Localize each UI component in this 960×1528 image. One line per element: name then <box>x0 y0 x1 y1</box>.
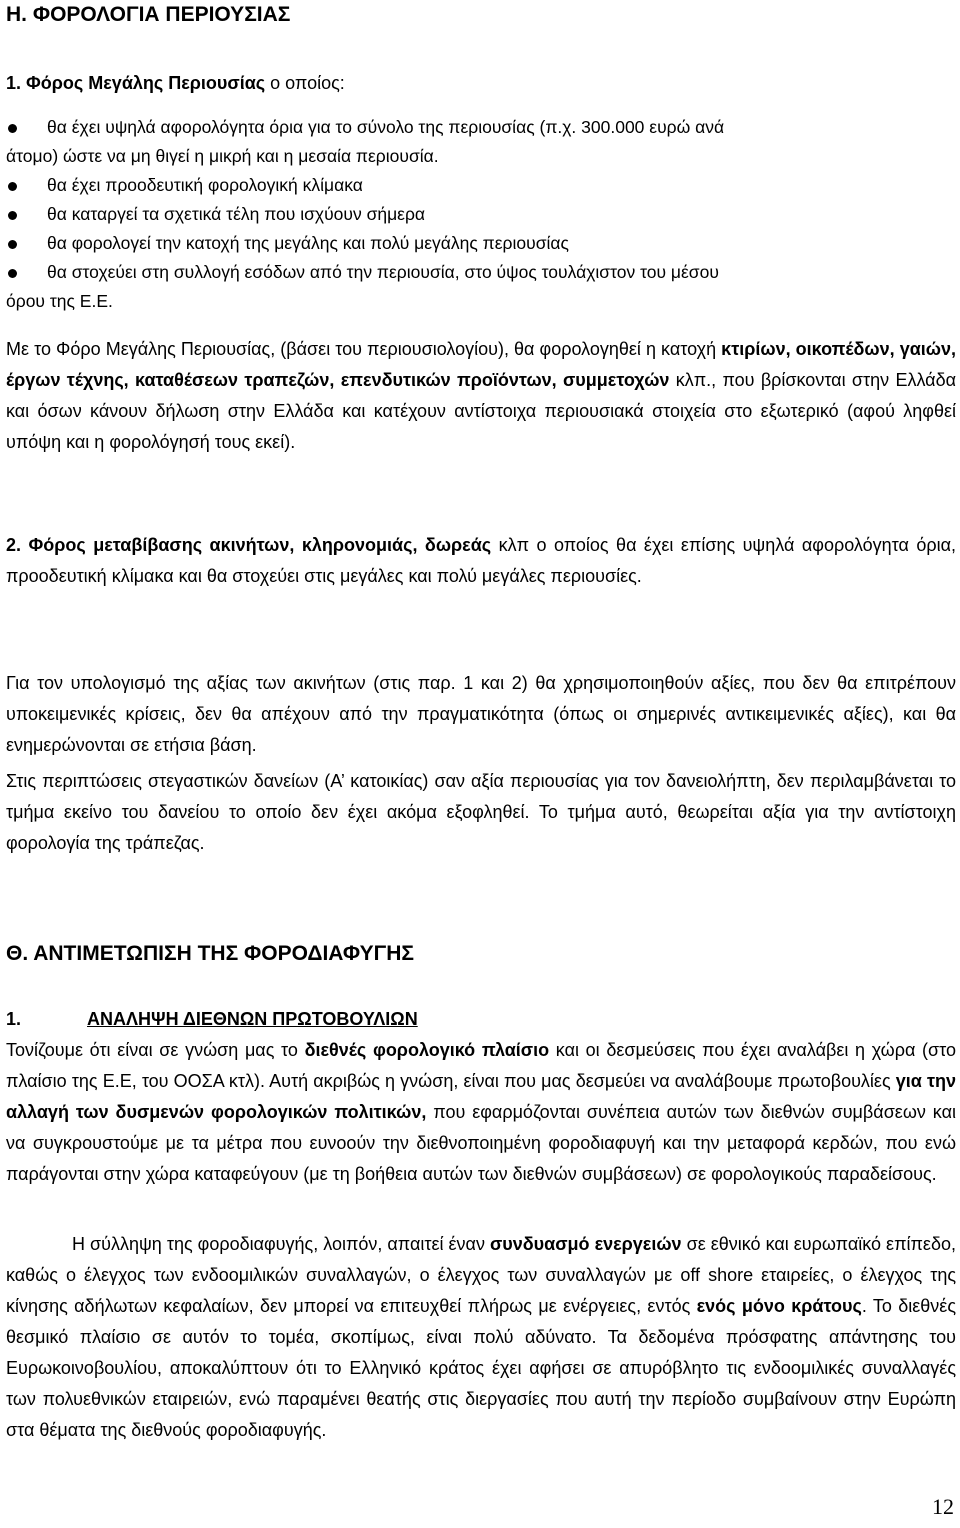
p2-text-2: σε εθνικό και ευρωπαϊκό επίπεδο, καθώς ο έλεγχος των ενδοομιλικών συναλλαγών, ο έλεγχος των συναλλαγών με off shore εταιρείες, ο έλεγχος της κίνησης αδήλωτων κεφαλαίων, δεν μπορεί να επιτευχθεί πλήρως με ενέργειες, εντός <box>6 1234 956 1316</box>
p1-text-3: που εφαρμόζονται συνέπεια αυτών των διεθνών συμβάσεων και να συγκρουστούμε με τα μέτρα που ευνοούν την διεθνοποιημένη φοροδιαφυγή και την μεταφορά κερδών, που ενώ παράγονται στην χώρα καταφεύγουν (με τη βοήθεια αυτών των διεθνών συμβάσεων) σε φορολογικούς παραδείσους. <box>6 1102 956 1184</box>
p2-bold-1: συνδυασμό ενεργειών <box>489 1234 682 1254</box>
bullet-item <box>6 171 956 200</box>
wealth-tax-paragraph <box>6 334 956 458</box>
section-h-title: Η. ΦΟΡΟΛΟΓΙΑ ΠΕΡΙΟΥΣΙΑΣ <box>6 3 291 26</box>
bullet-icon <box>8 211 17 220</box>
item2-paragraph <box>6 530 956 592</box>
bullet-icon <box>8 182 17 191</box>
wealth-text-1: Με το Φόρο Μεγάλης Περιουσίας, (βάσει του περιουσιολογίου), θα φορολογηθεί η κατοχή <box>6 339 722 359</box>
subsection-number: 1. <box>6 1009 22 1029</box>
bullet-text: άτομο) ώστε να μη θιγεί η μικρή και η μεσαία περιουσία. <box>6 146 439 166</box>
bullet-text: θα στοχεύει στη συλλογή εσόδων από την περιουσία, στο ύψος τουλάχιστον του μέσου <box>47 262 719 282</box>
wealth-text-3: , που βρίσκονται στην Ελλάδα και όσων κάνουν δήλωση στην Ελλάδα και κατέχουν αντίστοιχα περιουσιακά στοιχεία στο εξωτερικό (αφού ληφθεί υπόψη και η φορολόγησή τους εκεί). <box>6 370 957 452</box>
p1-bold-1: διεθνές φορολογικό πλαίσιο <box>304 1040 550 1060</box>
tax-evasion-paragraph <box>6 1229 956 1446</box>
section-th-title: Θ. ΑΝΤΙΜΕΤΩΠΙΣΗ ΤΗΣ ΦΟΡΟΔΙΑΦΥΓΗΣ <box>6 942 414 965</box>
wealth-text-2: κλπ. <box>669 370 712 390</box>
p2-text-1: Η σύλληψη της φοροδιαφυγής, λοιπόν, απαιτεί έναν <box>72 1234 490 1254</box>
bullet-icon <box>8 269 17 278</box>
bullet-item <box>6 200 956 229</box>
initiatives-paragraph <box>6 1035 956 1190</box>
bullet-item-continuation <box>6 142 956 171</box>
p2-bold-2: ενός μόνο κράτους <box>696 1296 862 1316</box>
bullet-text: όρου της Ε.Ε. <box>6 291 113 311</box>
subsection-heading <box>6 1004 956 1035</box>
page-number: 12 <box>932 1494 954 1519</box>
bullet-text: θα έχει προοδευτική φορολογική κλίμακα <box>47 175 363 195</box>
item1-heading-rest: ο οποίος: <box>265 73 345 93</box>
bullet-item <box>6 258 956 287</box>
bullet-item <box>6 113 956 142</box>
bullet-icon <box>8 240 17 249</box>
bullet-icon <box>8 124 17 133</box>
bullet-text: θα καταργεί τα σχετικά τέλη που ισχύουν σήμερα <box>47 204 426 224</box>
item2-rest: κλπ ο οποίος θα έχει επίσης υψηλά αφορολόγητα όρια, προοδευτική κλίμακα και θα στοχεύει στις μεγάλες και πολύ μεγάλες περιουσίες. <box>6 535 957 586</box>
p1-text-2: και οι δεσμεύσεις που έχει αναλάβει η χώρα (στο πλαίσιο της Ε.Ε, του ΟΟΣΑ κτλ). Αυτή ακριβώς η γνώση, είναι που μας δεσμεύει να αναλάβουμε πρωτοβουλίες <box>6 1040 956 1091</box>
housing-loans-paragraph: Στις περιπτώσεις στεγαστικών δανείων (Α’ κατοικίας) σαν αξία περιουσίας για τον δανειολήπτη, δεν περιλαμβάνεται το τμήμα εκείνο του δανείου το οποίο δεν έχει ακόμα εξοφληθεί. Το τμήμα αυτό, θεωρείται αξία για την αντίστοιχη φορολογία της τράπεζας. <box>6 771 956 853</box>
bullet-item-continuation <box>6 287 956 316</box>
bullet-item <box>6 229 956 258</box>
item1-bullet-list <box>6 113 956 316</box>
wealth-text-bold: κτιρίων, οικοπέδων, γαιών, έργων τέχνης, καταθέσεων τραπεζών, επενδυτικών προϊόντων, συμμετοχών <box>6 339 957 390</box>
p1-text-1: Τονίζουμε ότι είναι σε γνώση μας το <box>6 1040 305 1060</box>
item1-heading <box>6 68 956 99</box>
valuation-paragraph: Για τον υπολογισμό της αξίας των ακινήτων (στις παρ. 1 και 2) θα χρησιμοποιηθούν αξίες, που δεν θα επιτρέπουν υποκειμενικές κρίσεις, δεν θα απέχουν από την πραγματικότητα (όπως οι σημερινές αντικειμενικές αξίες), και θα ενημερώνονται σε ετήσια βάση. <box>6 673 956 755</box>
bullet-text: θα έχει υψηλά αφορολόγητα όρια για το σύνολο της περιουσίας (π.χ. 300.000 ευρώ ανά <box>47 117 725 137</box>
p1-bold-2: για την αλλαγή των δυσμενών φορολογικών πολιτικών, <box>6 1071 956 1122</box>
item1-heading-bold: 1. Φόρος Μεγάλης Περιουσίας <box>6 73 266 93</box>
subsection-title: ΑΝΑΛΗΨΗ ΔΙΕΘΝΩΝ ΠΡΩΤΟΒΟΥΛΙΩΝ <box>87 1009 418 1029</box>
item2-bold: 2. Φόρος μεταβίβασης ακινήτων, κληρονομιάς, δωρεάς <box>6 535 492 555</box>
bullet-text: θα φορολογεί την κατοχή της μεγάλης και πολύ μεγάλης περιουσίας <box>47 233 569 253</box>
p2-text-3: . Το διεθνές θεσμικό πλαίσιο σε αυτόν το τομέα, σκοπίμως, είναι πολύ αδύνατο. Τα δεδομένα πρόσφατης απάντησης του Ευρωκοινοβουλίου, αποκαλύπτουν ότι το Ελληνικό κράτος έχει αφήσει σε απυρόβλητο τις ενδοομιλικές συναλλαγές των πολυεθνικών εταιρειών, ενώ παραμένει θεατής στις διεργασίες που αυτή την περίοδο συμβαίνουν στην Ευρώπη στα θέματα της διεθνούς φοροδιαφυγής. <box>6 1296 957 1440</box>
